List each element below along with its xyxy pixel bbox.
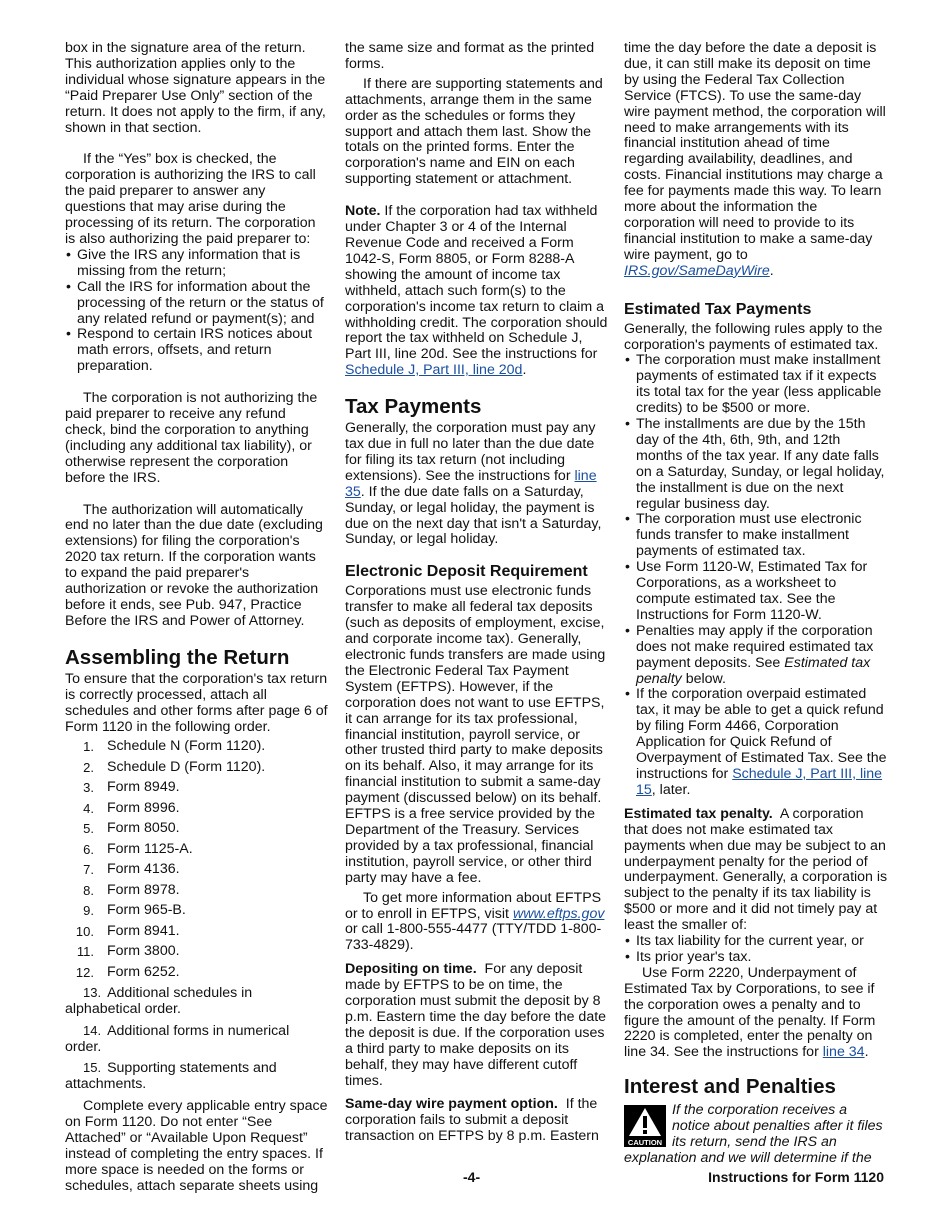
list-item: 14. Additional forms in numerical order. [65,1022,290,1055]
paragraph: If there are supporting statements and attachments, arrange them in the same order as the schedules or forms they support and attach them last. Show the totals on the printed forms. Enter the corporation's name and EIN on each supporting statement or attachment. [345,75,603,188]
list-item: 5. Form 8050. [83,820,180,837]
bullet-item: • Its tax liability for the current year, or [624,934,888,950]
column-2 [345,41,609,1145]
paragraph: Use Form 2220, Underpayment of Estimated Tax by Corporations, to see if the corporation owes a penalty and to figure the amount of the penalty. If Form 2220 is completed, enter the penalty on line 34. See the instructions for line 34. [624,964,876,1061]
list-item: 8. Form 8978. [83,881,180,898]
list-item: 11. Form 3800. [76,943,180,960]
schedule-j-line-20d-link[interactable]: Schedule J, Part III, line 20d [345,362,523,379]
line-34-link[interactable]: line 34 [822,1044,865,1061]
bullet-item: • Respond to certain IRS notices about math errors, offsets, and return preparation. [65,327,329,375]
paragraph: Generally, the corporation must pay any tax due in full no later than the due date for filing its tax return (not including extensions). See the instructions for line 35. If the due date falls on a Saturday, Sunday, or legal holiday, the payment is due on the next day that isn't a Saturday, Sunday, or legal holiday. [345,420,602,548]
list-item: 2. Schedule D (Form 1120). [83,758,266,775]
section-heading-interest-penalties: Interest and Penalties [624,1075,836,1099]
note-paragraph: Note. If the corporation had tax withheld under Chapter 3 or 4 of the Internal Revenue Code and received a Form 1042-S, Form 8805, or Form 8288-A showing the amount of income tax withheld, attach such form(s) to the corporation's income tax return to claim a withholding credit. The corporation should report the tax withheld on Schedule J, Part III, line 20d. See the instructions for Schedule J, Part III, line 20d. [345,203,608,379]
paragraph: Depositing on time. For any deposit made by EFTPS to be on time, the corporation must submit the deposit by 8 p.m. Eastern time the day before the date the deposit is due. If the corporation uses a third party to make deposits on its behalf, they may have different cutoff times. [345,961,607,1089]
list-item: 4. Form 8996. [83,799,180,816]
same-day-wire-link[interactable]: IRS.gov/SameDayWire [624,262,770,279]
section-heading-assembling: Assembling the Return [65,645,290,669]
paragraph: Complete every applicable entry space on Form 1120. Do not enter “See Attached” or “Available Upon Request” instead of completing the entry spaces. If more space is needed on the forms or schedules, attach separate sheets using [65,1098,328,1194]
list-item: 13. Additional schedules in alphabetical order. [65,985,253,1018]
bullet-item: • If the corporation overpaid estimated tax, it may be able to get a quick refund by filing Form 4466, Corporation Application for Quick Refund of Overpayment of Estimated Tax. See the instructions for Schedule J, Part III, line 15, later. [624,687,888,798]
paragraph: Same-day wire payment option. If the corporation fails to submit a deposit transaction on EFTPS by 8 p.m. Eastern [345,1096,599,1145]
eftps-link[interactable]: www.eftps.gov [512,905,605,922]
list-item: 1. Schedule N (Form 1120). [83,738,266,755]
list-item: 10. Form 8941. [75,922,180,939]
paragraph: time the day before the date a deposit is due, it can still make its deposit on time by using the Federal Tax Collection Service (FTCS). To use the same-day wire payment method, the corporation will need to make arrangements with its financial institution ahead of time regarding availability, deadlines, and costs. Financial institutions may charge a fee for payments made this way. To learn more about the information the corporation will need to provide to its financial institution to make a same-day wire payment, go to IRS.gov/SameDayWire. [624,40,886,279]
bullet-item: • The corporation must make installment payments of estimated tax if it expects its total tax for the year (less applicable credits) to be $500 or more. [624,353,888,417]
paragraph: the same size and format as the printed forms. [345,40,595,72]
document-title-footer: Instructions for Form 1120 [708,1169,884,1185]
bullet-item: • Use Form 1120-W, Estimated Tax for Corporations, as a worksheet to compute estimated tax. See the Instructions for Form 1120-W. [624,560,888,624]
paragraph: If the “Yes” box is checked, the corporation is authorizing the IRS to call the paid preparer to answer any questions that may arise during the processing of its return. The corporation is also authorizing the paid preparer to: [65,151,316,247]
paragraph: The authorization will automatically end no later than the due date (excluding extensions) for filing the corporation's 2020 tax return. If the corporation wants to expand the paid preparer's authorization or revoke the authorization before it ends, see Pub. 947, Practice Before the IRS and Power of Attorney. [65,501,323,629]
column-1 [65,41,329,1195]
column-3 [624,41,888,1167]
caution-note [624,1103,888,1167]
bullet-item: • The installments are due by the 15th day of the 4th, 6th, 9th, and 12th months of the tax year. If any date falls on a Saturday, Sunday, or legal holiday, the installment is due on the next regular business day. [624,417,888,512]
list-item: 7. Form 4136. [83,861,180,878]
assembly-order-list [65,739,329,1093]
bullet-item: • Give the IRS any information that is missing from the return; [65,248,329,280]
paragraph: Generally, the following rules apply to the corporation's payments of estimated tax. [624,320,883,353]
subheading-estimated-tax: Estimated Tax Payments [624,300,812,318]
bullet-item: • The corporation must use electronic funds transfer to make installment payments of estimated tax. [624,512,888,560]
subheading-electronic-deposit: Electronic Deposit Requirement [345,563,588,581]
list-item: 12. Form 6252. [75,963,180,980]
caution-icon [624,1105,666,1147]
caution-label: CAUTION [627,1138,663,1148]
list-item: 6. Form 1125-A. [83,840,193,857]
bullet-item: • Call the IRS for information about the processing of the return or the status of any related refund or payment(s); and [65,280,329,328]
list-item: 9. Form 965-B. [83,902,186,919]
paragraph: The corporation is not authorizing the paid preparer to receive any refund check, bind the corporation to anything (including any additional tax liability), or otherwise represent the corporation before the IRS. [65,390,318,486]
schedule-j-line-15-link[interactable]: Schedule J, Part III, line 15 [636,765,883,798]
bullet-item: • Its prior year's tax. [624,950,888,966]
paragraph: To ensure that the corporation's tax return is correctly processed, attach all schedules and other forms after page 6 of Form 1120 in the following order. [65,670,328,735]
paragraph: box in the signature area of the return. This authorization applies only to the individual whose signature appears in the “Paid Preparer Use Only” section of the return. It does not apply to the firm, if any, shown in that section. [65,40,326,136]
list-item: 3. Form 8949. [83,779,180,796]
paragraph: To get more information about EFTPS or to enroll in EFTPS, visit www.eftps.gov or call 1-800-555-4477 (TTY/TDD 1-800-733-4829). [345,889,605,954]
page-number: -4- [463,1169,481,1185]
list-item: 15. Supporting statements and attachments. [65,1060,277,1093]
paragraph: Corporations must use electronic funds transfer to make all federal tax deposits (such as deposits of employment, excise, and corporate income tax). Generally, electronic funds transfers are made using the Electronic Federal Tax Payment System (EFTPS). However, if the corporation does not want to use EFTPS, it can arrange for its tax professional, financial institution, payroll service, or other trusted third party to make deposits on its behalf. Also, it may arrange for its financial institution to submit a same-day payment (discussed below) on its behalf. EFTPS is a free service provided by the Department of the Treasury. Services provided by a tax professional, financial institution, payroll service, or other third party may have a fee. [345,583,606,886]
note-label: Note. [345,203,381,220]
line-35-link[interactable]: line 35 [345,467,597,500]
bullet-item: • Penalties may apply if the corporation does not make required estimated tax payment deposits. See Estimated tax penalty below. [624,624,888,688]
caution-text: If the corporation receives a notice about penalties after it files its return, send the IRS an explanation and we will determine if the [624,1102,883,1166]
section-heading-tax-payments: Tax Payments [345,395,482,419]
paragraph: Estimated tax penalty. A corporation that does not make estimated tax payments when due may be subject to an underpayment penalty for the period of underpayment. Generally, a corporation is subject to the penalty if its tax liability is $500 or more and it did not timely pay at least the smaller of: [624,805,888,934]
